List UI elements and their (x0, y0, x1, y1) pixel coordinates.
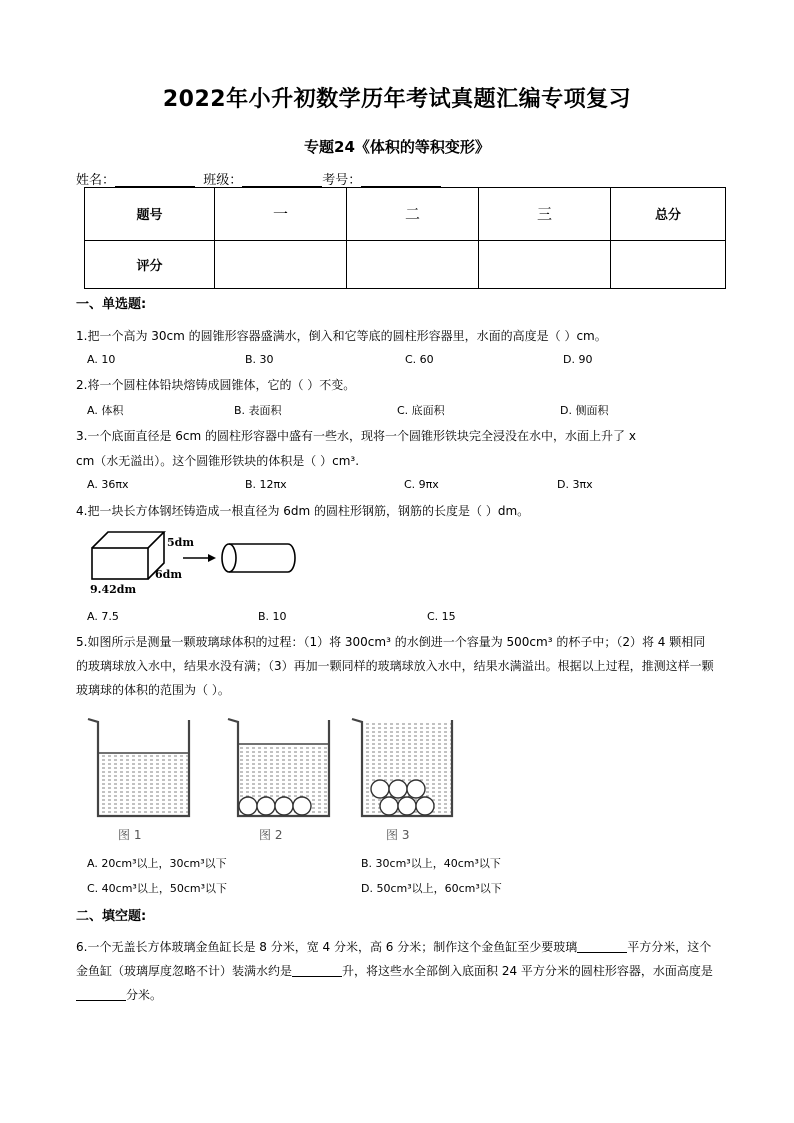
class-label: 班级： (203, 173, 243, 188)
option-a[interactable]: A. 10 (87, 353, 116, 366)
class-blank[interactable] (242, 172, 322, 187)
table-cell: 二 (347, 188, 479, 241)
option-d[interactable]: D. 90 (563, 353, 593, 366)
question-3-line-2: cm（水无溢出）。这个圆锥形铁块的体积是（ ）cm³. (76, 454, 360, 468)
option-b[interactable]: B. 表面积 (234, 404, 282, 417)
glass-balls (371, 780, 434, 815)
option-a[interactable]: A. 36πx (87, 478, 129, 491)
beaker-3 (352, 719, 452, 816)
beaker-2 (228, 719, 329, 816)
question-5: 5.如图所示是测量一颗玻璃球体积的过程：（1）将 300cm³ 的水倒进一个容量为 500cm³ 的杯子中；（2）将 4 颗相同的玻璃球放入水中，结果水没有满；（3）再加一颗同样的玻璃球放入水中，结果水满溢出。根据以上过程，推测这样一颗玻璃球的体积的范围为（ ）。 (76, 635, 714, 697)
page-title: 2022年小升初数学历年考试真题汇编专项复习 (162, 87, 632, 112)
answer-blank[interactable] (292, 963, 342, 977)
cuboid-top (92, 532, 164, 548)
option-c[interactable]: C. 底面积 (397, 404, 445, 417)
score-table (84, 187, 726, 289)
option-b[interactable]: B. 12πx (245, 478, 287, 491)
score-cell[interactable] (611, 240, 726, 288)
option-c[interactable]: C. 60 (405, 353, 434, 366)
name-label: 姓名： (76, 173, 116, 188)
table-cell: 一 (215, 188, 347, 241)
name-blank[interactable] (115, 172, 195, 187)
table-cell: 评分 (85, 240, 215, 288)
question-2: 2.将一个圆柱体铅块熔铸成圆锥体，它的（ ）不变。 (76, 378, 356, 392)
exam-no-blank[interactable] (361, 172, 441, 187)
question-6-part-3: 升，将这些水全部倒入底面积 24 平方分米的圆柱形容器，水面高度是 (342, 964, 713, 978)
page-subtitle: 专题24《体积的等积变形》 (304, 138, 490, 156)
exam-no-label: 考号： (322, 173, 362, 188)
question-4: 4.把一块长方体钢坯铸造成一根直径为 6dm 的圆柱形钢筋，钢筋的长度是（ ）dm。 (76, 504, 530, 518)
option-d[interactable]: D. 50cm³以上，60cm³以下 (361, 882, 502, 895)
cuboid-front (92, 548, 148, 579)
option-d[interactable]: D. 3πx (557, 478, 593, 491)
score-cell[interactable] (479, 240, 611, 288)
dimension-label: 9.42dm (90, 583, 137, 596)
table-cell: 三 (479, 188, 611, 241)
answer-blank[interactable] (577, 939, 627, 953)
cylinder-end (222, 544, 236, 572)
figure-caption: 图 2 (259, 828, 283, 842)
question-1: 1.把一个高为 30cm 的圆锥形容器盛满水，倒入和它等底的圆柱形容器里，水面的高度是（ ）cm。 (76, 329, 607, 343)
option-b[interactable]: B. 30 (245, 353, 274, 366)
section-heading: 二、填空题: (76, 909, 147, 924)
question-6-part-4: 分米。 (126, 988, 163, 1002)
figure-caption: 图 3 (386, 828, 410, 842)
score-cell[interactable] (347, 240, 479, 288)
answer-blank[interactable] (76, 987, 126, 1001)
score-cell[interactable] (215, 240, 347, 288)
arrow-head-icon (208, 554, 216, 562)
cylinder-far-end (288, 544, 295, 572)
question-3-line-1: 3.一个底面直径是 6cm 的圆柱形容器中盛有一些水，现将一个圆锥形铁块完全浸没在水中，水面上升了 x (76, 429, 636, 443)
beaker-1 (88, 719, 189, 816)
option-b[interactable]: B. 30cm³以上，40cm³以下 (361, 857, 501, 870)
score-table-header-row (85, 188, 726, 241)
beaker-figures (84, 710, 454, 845)
figure-caption: 图 1 (118, 828, 142, 842)
question-6-part-2: 平方分米，这个金鱼缸（玻璃厚度忽略不计）装满水约是 (76, 940, 712, 978)
option-a[interactable]: A. 20cm³以上，30cm³以下 (87, 857, 227, 870)
option-c[interactable]: C. 9πx (404, 478, 439, 491)
table-cell: 题号 (85, 188, 215, 241)
option-c[interactable]: C. 15 (427, 610, 456, 623)
option-d[interactable]: D. 侧面积 (560, 404, 609, 417)
question-6-part-1: 6.一个无盖长方体玻璃金鱼缸长是 8 分米，宽 4 分米，高 6 分米；制作这个金鱼缸至少要玻璃 (76, 940, 578, 954)
score-table-score-row (85, 240, 726, 288)
question-6 (76, 935, 716, 1007)
table-cell: 总分 (611, 188, 726, 241)
option-a[interactable]: A. 体积 (87, 404, 124, 417)
option-c[interactable]: C. 40cm³以上，50cm³以下 (87, 882, 228, 895)
dimension-label: 5dm (167, 536, 194, 549)
student-info-line (76, 169, 441, 188)
dimension-label: 6dm (155, 568, 182, 581)
option-a[interactable]: A. 7.5 (87, 610, 119, 623)
water-level (99, 753, 188, 816)
option-b[interactable]: B. 10 (258, 610, 287, 623)
section-heading: 一、单选题: (76, 297, 147, 312)
